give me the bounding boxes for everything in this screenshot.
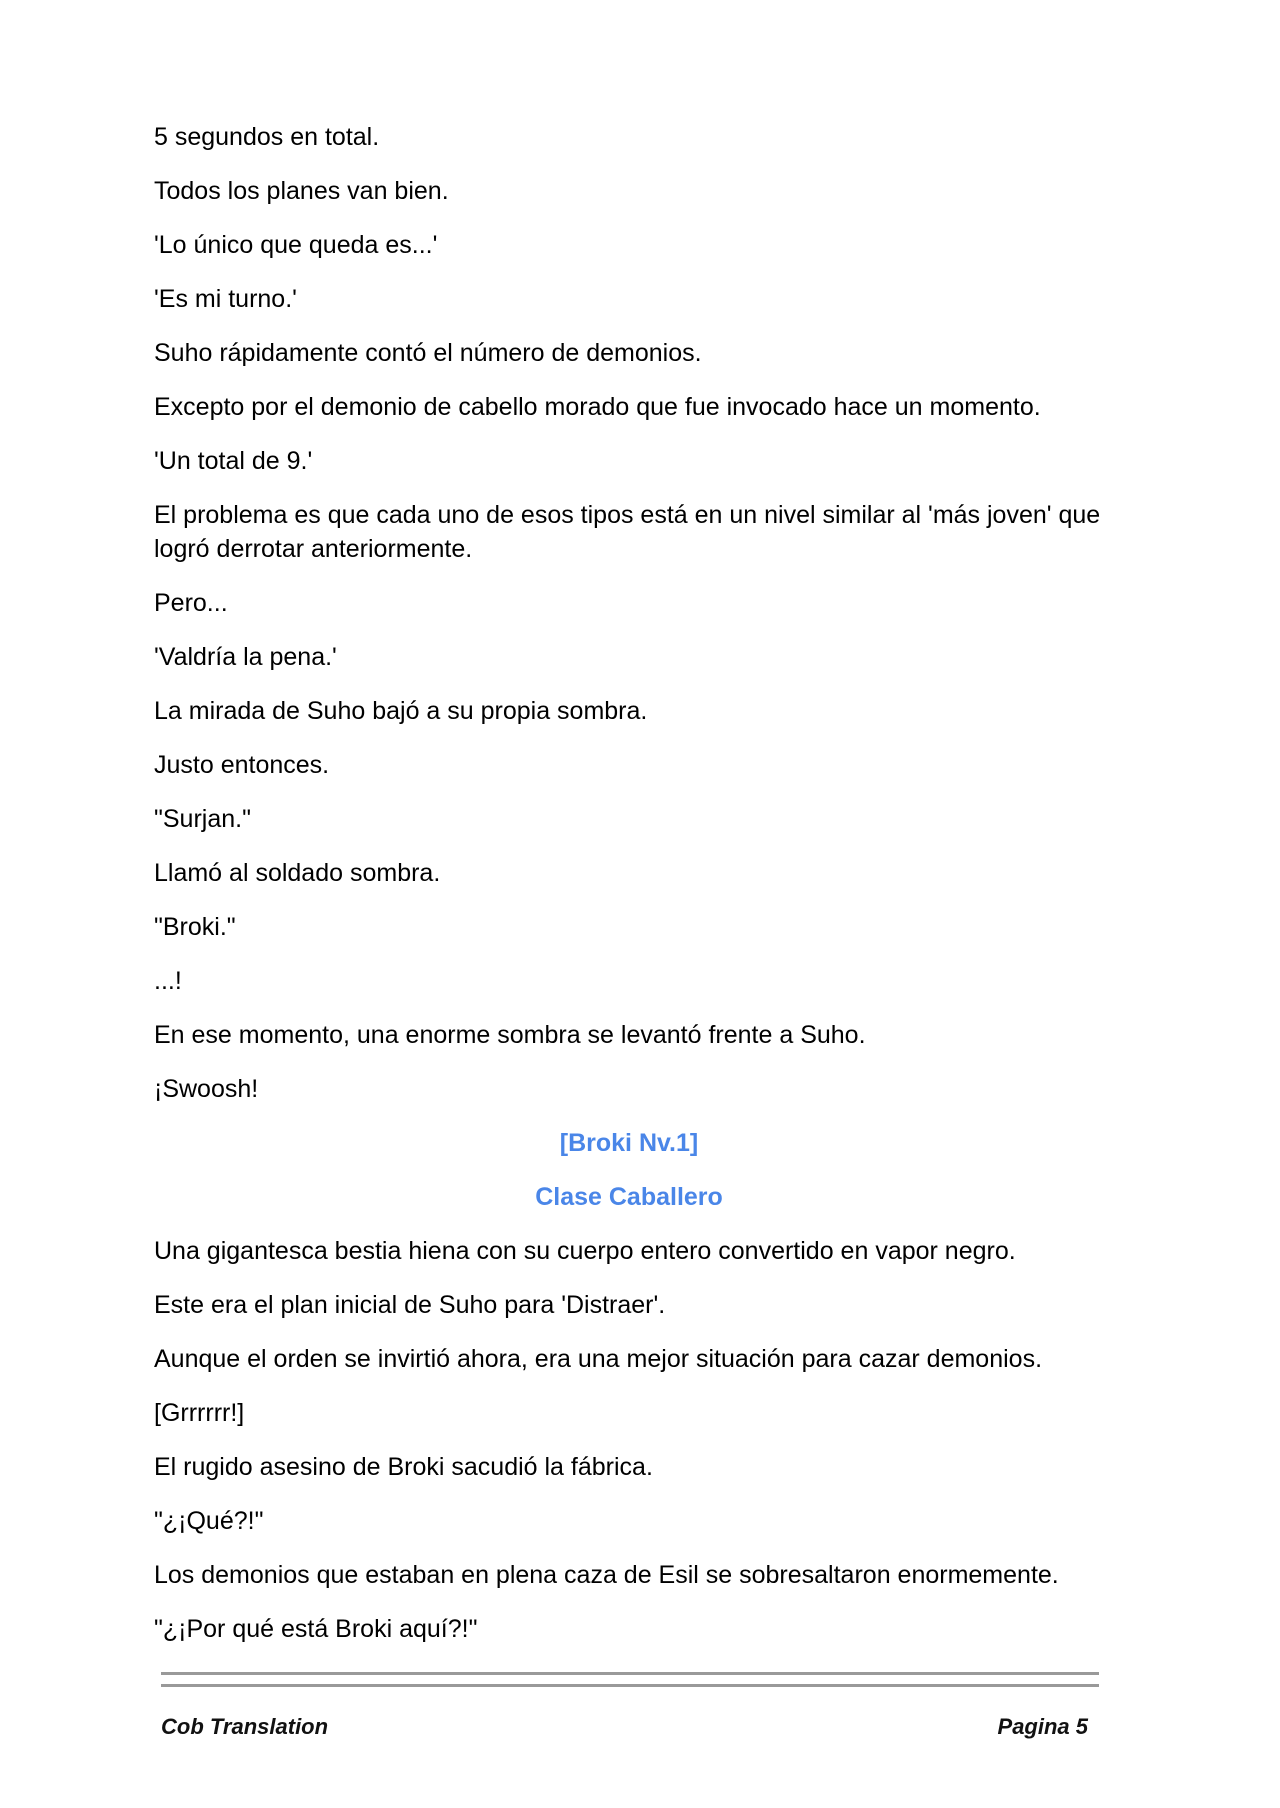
paragraph: 'Un total de 9.': [154, 447, 313, 475]
paragraph: Pero...: [154, 589, 228, 617]
paragraph: "Surjan.": [154, 805, 251, 833]
paragraph: Todos los planes van bien.: [154, 177, 449, 205]
footer-divider-bottom: [161, 1684, 1099, 1687]
footer-translator-name: Cob Translation: [161, 1714, 329, 1739]
paragraph: 'Valdría la pena.': [154, 643, 337, 671]
paragraph: Este era el plan inicial de Suho para 'Distraer'.: [154, 1291, 666, 1319]
section-heading: Clase Caballero: [535, 1183, 723, 1211]
paragraph: "¿¡Qué?!": [154, 1507, 264, 1535]
document-body: [154, 120, 1104, 1666]
paragraph: 'Es mi turno.': [154, 285, 297, 313]
footer-page-number: Pagina 5: [997, 1714, 1088, 1739]
paragraph: La mirada de Suho bajó a su propia sombra.: [154, 697, 648, 725]
paragraph: Excepto por el demonio de cabello morado que fue invocado hace un momento.: [154, 393, 1041, 421]
paragraph: Llamó al soldado sombra.: [154, 859, 441, 887]
paragraph: Aunque el orden se invirtió ahora, era una mejor situación para cazar demonios.: [154, 1345, 1043, 1373]
paragraph: Justo entonces.: [154, 751, 330, 779]
section-heading: [Broki Nv.1]: [559, 1129, 699, 1157]
paragraph: En ese momento, una enorme sombra se levantó frente a Suho.: [154, 1021, 866, 1049]
paragraph: 'Lo único que queda es...': [154, 231, 438, 259]
paragraph: El problema es que cada uno de esos tipos está en un nivel similar al 'más joven' que logró derrotar anteriormente.: [154, 501, 1101, 563]
footer-divider-top: [161, 1672, 1099, 1675]
paragraph: Los demonios que estaban en plena caza de Esil se sobresaltaron enormemente.: [154, 1561, 1059, 1589]
paragraph: 5 segundos en total.: [154, 123, 380, 151]
paragraph: "¿¡Por qué está Broki aquí?!": [154, 1615, 478, 1643]
paragraph: "Broki.": [154, 913, 236, 941]
paragraph: [Grrrrrr!]: [154, 1399, 245, 1427]
paragraph: ...!: [154, 967, 182, 995]
paragraph: Suho rápidamente contó el número de demonios.: [154, 339, 702, 367]
paragraph: ¡Swoosh!: [154, 1075, 259, 1103]
paragraph: Una gigantesca bestia hiena con su cuerpo entero convertido en vapor negro.: [154, 1237, 1016, 1265]
paragraph: El rugido asesino de Broki sacudió la fábrica.: [154, 1453, 653, 1481]
